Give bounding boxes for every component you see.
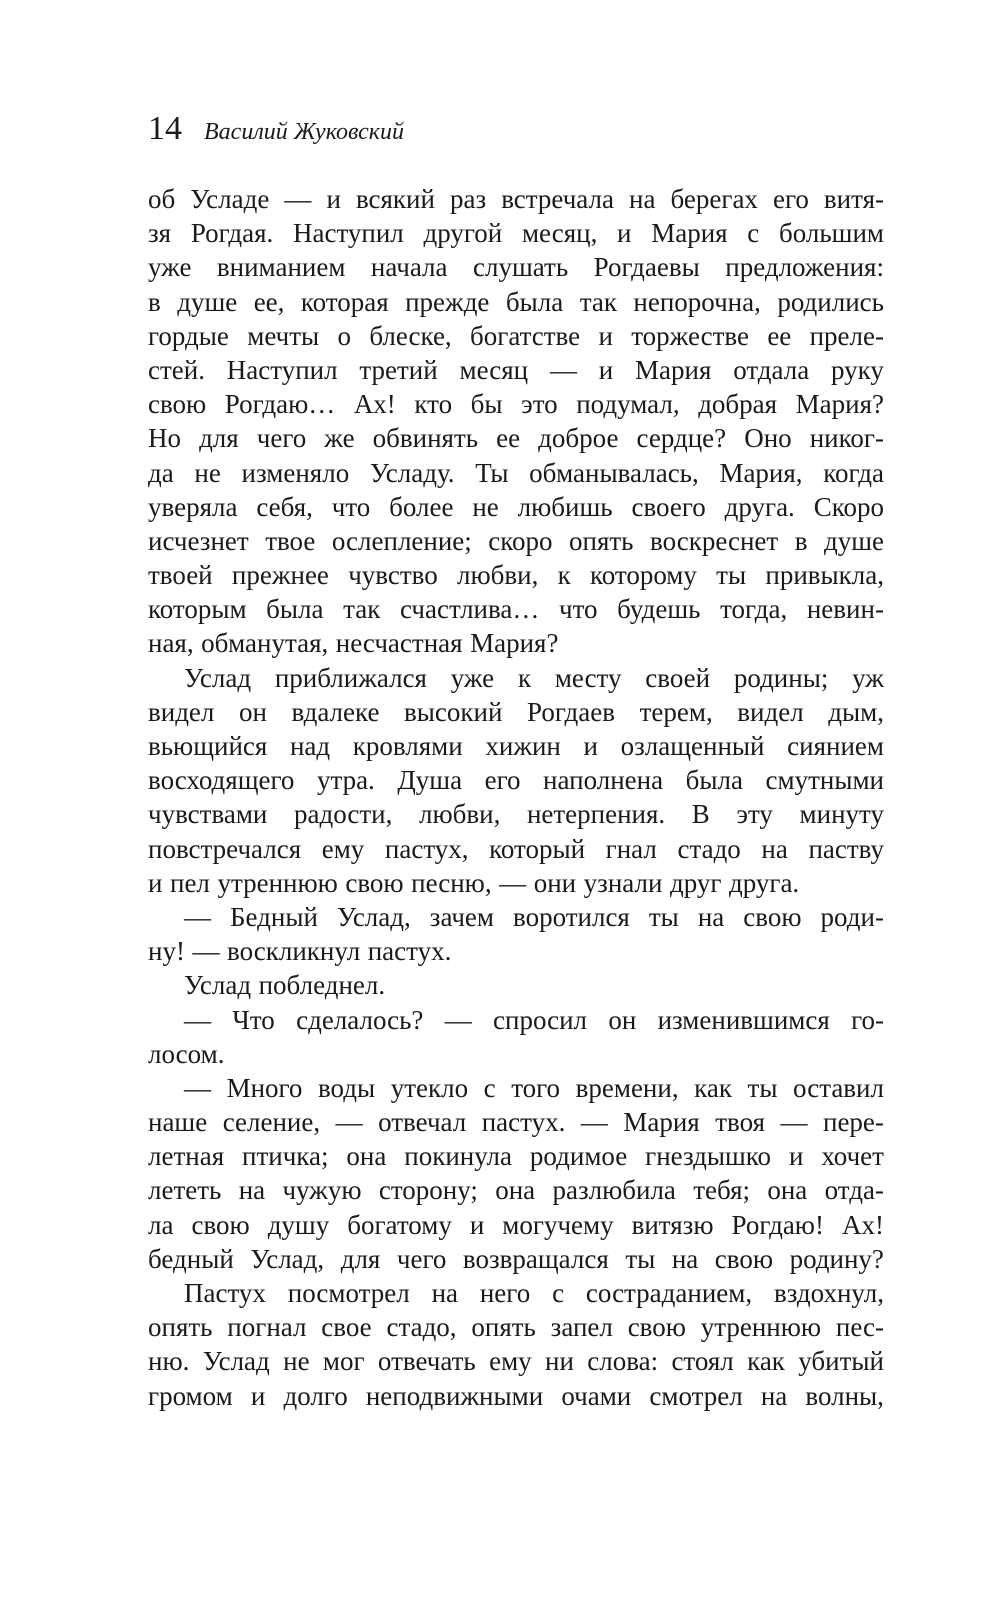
text-line: восходящего утра. Душа его наполнена была смутными bbox=[148, 765, 884, 796]
body-text bbox=[148, 182, 884, 1413]
text-line: бедный Услад, для чего возвращался ты на свою родину? bbox=[148, 1243, 884, 1274]
text-line: зя Рогдая. Наступил другой месяц, и Мария с большим bbox=[148, 218, 884, 249]
text-line: твоей прежнее чувство любви, к которому ты привыкла, bbox=[148, 560, 884, 591]
author-name: Василий Жуковский bbox=[204, 119, 404, 145]
text-line: уже вниманием начала слушать Рогдаевы предложения: bbox=[148, 252, 884, 283]
text-line: летная птичка; она покинула родимое гнездышко и хочет bbox=[148, 1141, 884, 1172]
text-line: которым была так счастлива… что будешь тогда, невин- bbox=[148, 594, 884, 625]
text-line: — Что сделалось? — спросил он изменившимся го- bbox=[184, 1004, 884, 1035]
text-line: уверяла себя, что более не любишь своего друга. Скоро bbox=[148, 491, 884, 522]
text-line: Пастух посмотрел на него с состраданием, вздохнул, bbox=[184, 1278, 884, 1308]
text-line: об Усладе — и всякий раз встречала на берегах его витя- bbox=[148, 184, 884, 214]
text-line: лосом. bbox=[148, 1038, 225, 1069]
text-line: свою Рогдаю… Ах! кто бы это подумал, добрая Мария? bbox=[148, 389, 884, 420]
text-line: да не изменяло Усладу. Ты обманывалась, Мария, когда bbox=[148, 457, 884, 488]
text-line: чувствами радости, любви, нетерпения. В эту минуту bbox=[148, 799, 884, 830]
text-line: повстречался ему пастух, который гнал стадо на паству bbox=[148, 833, 884, 864]
text-line: гордые мечты о блеске, богатстве и торжестве ее преле- bbox=[148, 320, 884, 351]
page-number: 14 bbox=[148, 110, 182, 147]
text-line: ная, обманутая, несчастная Мария? bbox=[148, 628, 559, 659]
text-line: видел он вдалеке высокий Рогдаев терем, видел дым, bbox=[148, 696, 884, 727]
text-line: ну! — воскликнул пастух. bbox=[148, 936, 452, 967]
text-line: наше селение, — отвечал пастух. — Мария твоя — пере- bbox=[148, 1107, 884, 1138]
text-line: — Бедный Услад, зачем воротился ты на свою роди- bbox=[184, 901, 884, 932]
text-line: громом и долго неподвижными очами смотрел на волны, bbox=[148, 1380, 884, 1411]
text-line: Услад приближался уже к месту своей родины; уж bbox=[184, 662, 884, 693]
text-line: лететь на чужую сторону; она разлюбила тебя; она отда- bbox=[148, 1175, 884, 1206]
running-head bbox=[148, 112, 884, 164]
text-line: — Много воды утекло с того времени, как ты оставил bbox=[184, 1072, 884, 1103]
text-line: вьющийся над кровлями хижин и озлащенный сиянием bbox=[148, 731, 884, 761]
text-line: исчезнет твое ослепление; скоро опять воскреснет в душе bbox=[148, 525, 884, 556]
text-line: опять погнал свое стадо, опять запел свою утреннюю пес- bbox=[148, 1312, 884, 1343]
text-line: ню. Услад не мог отвечать ему ни слова: стоял как убитый bbox=[148, 1346, 884, 1377]
text-line: ла свою душу богатому и могучему витязю Рогдаю! Ах! bbox=[148, 1209, 884, 1240]
book-page bbox=[148, 112, 884, 1413]
text-line: в душе ее, которая прежде была так непорочна, родились bbox=[148, 286, 884, 317]
text-line: стей. Наступил третий месяц — и Мария отдала руку bbox=[148, 354, 884, 385]
text-line: Услад побледнел. bbox=[184, 970, 386, 1001]
text-line: Но для чего же обвинять ее доброе сердце? Оно никог- bbox=[148, 423, 884, 454]
text-line: и пел утреннюю свою песню, — они узнали друг друга. bbox=[148, 867, 800, 898]
